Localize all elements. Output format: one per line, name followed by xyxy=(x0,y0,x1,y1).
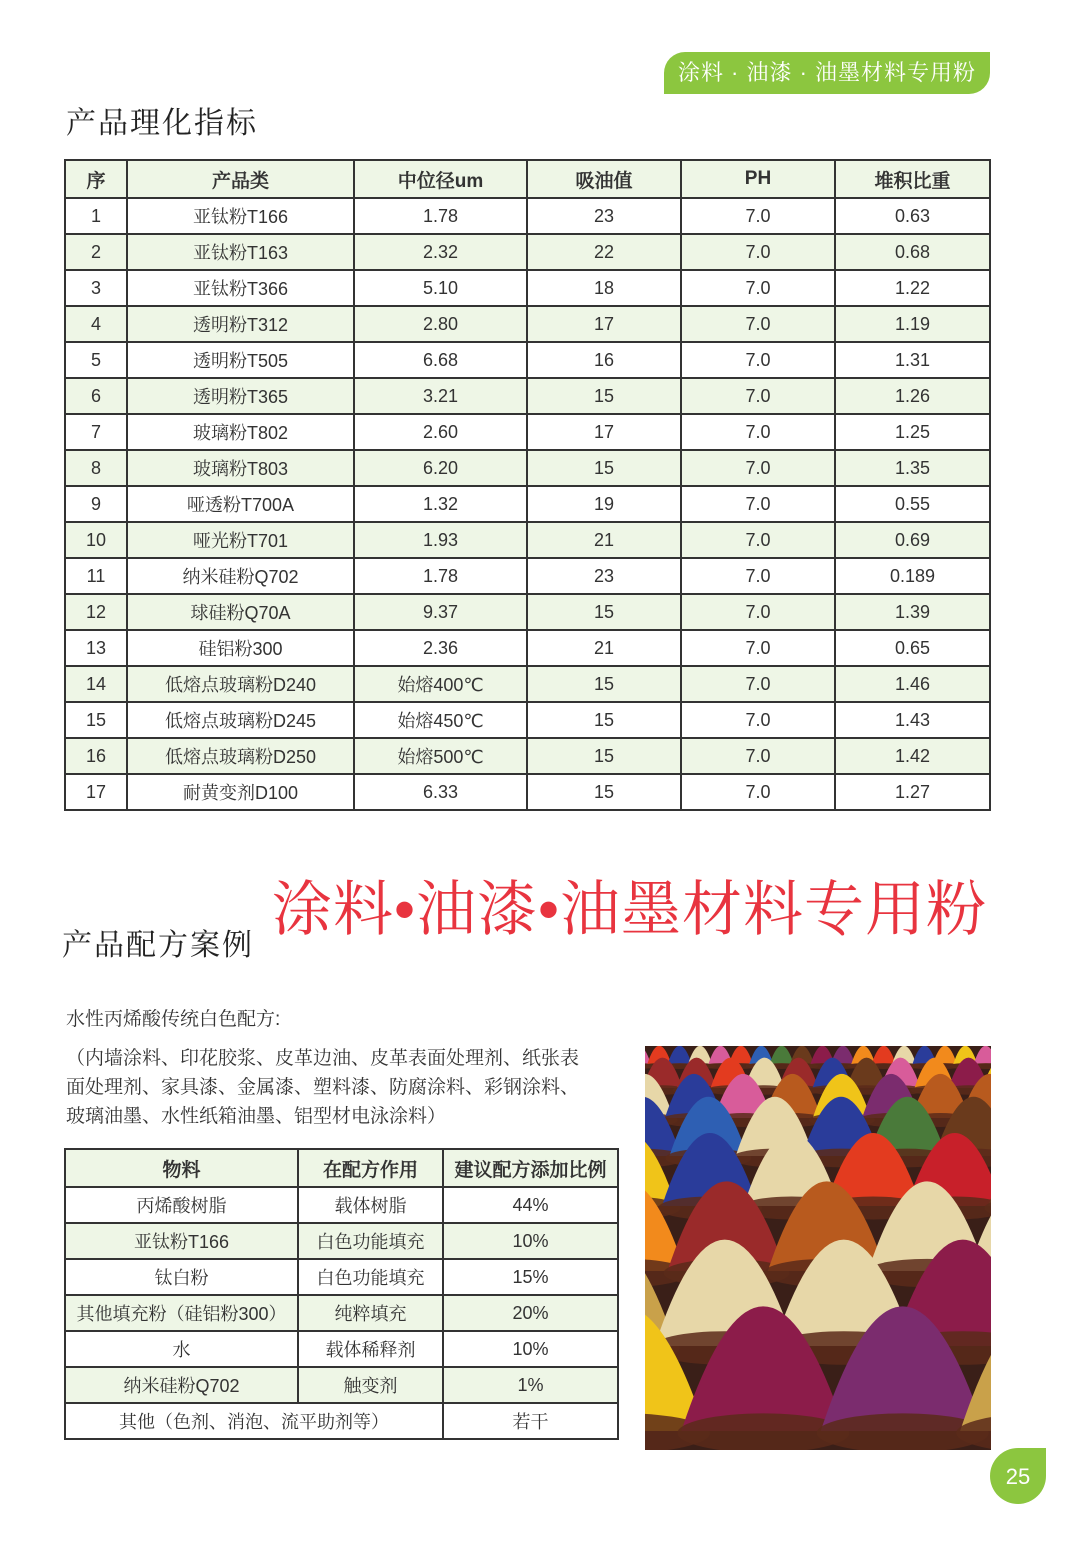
spec-table-header-row xyxy=(65,160,990,198)
spec-cell: 23 xyxy=(527,198,681,234)
spec-cell: 亚钛粉T163 xyxy=(127,234,354,270)
formula-cell: 白色功能填充 xyxy=(298,1259,443,1295)
spec-header-cell: 中位径um xyxy=(354,160,527,198)
spec-cell: 2.36 xyxy=(354,630,527,666)
spec-cell: 2.80 xyxy=(354,306,527,342)
header-category-tag: 涂料 · 油漆 · 油墨材料专用粉 xyxy=(664,52,990,94)
spec-cell: 15 xyxy=(527,594,681,630)
spec-cell: 0.65 xyxy=(835,630,990,666)
spec-table xyxy=(64,159,991,811)
formula-cell: 水 xyxy=(65,1331,298,1367)
formula-table xyxy=(64,1148,619,1440)
spec-cell: 7.0 xyxy=(681,522,835,558)
spec-cell: 1.43 xyxy=(835,702,990,738)
formula-table-row xyxy=(65,1259,618,1295)
spec-cell: 1.39 xyxy=(835,594,990,630)
page-number: 25 xyxy=(990,1448,1046,1504)
spec-cell: 透明粉T365 xyxy=(127,378,354,414)
spec-cell: 硅铝粉300 xyxy=(127,630,354,666)
formula-table-row xyxy=(65,1223,618,1259)
spec-cell: 始熔450℃ xyxy=(354,702,527,738)
spec-cell: 7.0 xyxy=(681,594,835,630)
formula-applications: （内墙涂料、印花胶浆、皮革边油、皮革表面处理剂、纸张表面处理剂、家具漆、金属漆、塑料漆、防腐涂料、彩钢涂料、玻璃油墨、水性纸箱油墨、铝型材电泳涂料） xyxy=(66,1048,580,1127)
spec-cell: 7.0 xyxy=(681,738,835,774)
formula-table-row xyxy=(65,1187,618,1223)
formula-table-row xyxy=(65,1403,618,1439)
formula-cell: 纳米硅粉Q702 xyxy=(65,1367,298,1403)
spec-header-cell: PH xyxy=(681,160,835,198)
formula-cell: 丙烯酸树脂 xyxy=(65,1187,298,1223)
spec-cell: 1.19 xyxy=(835,306,990,342)
section-title-formula: 产品配方案例 xyxy=(62,928,254,963)
spec-table-row xyxy=(65,702,990,738)
formula-cell: 钛白粉 xyxy=(65,1259,298,1295)
spec-cell: 17 xyxy=(65,774,127,810)
spec-cell: 球硅粉Q70A xyxy=(127,594,354,630)
spec-cell: 6 xyxy=(65,378,127,414)
spec-cell: 1.93 xyxy=(354,522,527,558)
spec-cell: 21 xyxy=(527,522,681,558)
spec-cell: 7 xyxy=(65,414,127,450)
spec-cell: 0.55 xyxy=(835,486,990,522)
spec-cell: 1 xyxy=(65,198,127,234)
spec-cell: 1.42 xyxy=(835,738,990,774)
spec-cell: 16 xyxy=(65,738,127,774)
spec-cell: 7.0 xyxy=(681,486,835,522)
spec-cell: 15 xyxy=(527,666,681,702)
spec-cell: 7.0 xyxy=(681,234,835,270)
spec-cell: 亚钛粉T366 xyxy=(127,270,354,306)
spec-cell: 0.68 xyxy=(835,234,990,270)
spec-cell: 7.0 xyxy=(681,630,835,666)
formula-table-row xyxy=(65,1295,618,1331)
formula-cell: 白色功能填充 xyxy=(298,1223,443,1259)
spec-cell: 15 xyxy=(527,774,681,810)
formula-cell: 载体树脂 xyxy=(298,1187,443,1223)
spec-cell: 17 xyxy=(527,414,681,450)
spec-cell: 1.78 xyxy=(354,198,527,234)
spec-cell: 5 xyxy=(65,342,127,378)
spec-table-row xyxy=(65,666,990,702)
spec-cell: 22 xyxy=(527,234,681,270)
spec-cell: 低熔点玻璃粉D245 xyxy=(127,702,354,738)
spec-cell: 1.25 xyxy=(835,414,990,450)
spec-cell: 7.0 xyxy=(681,774,835,810)
spec-cell: 7.0 xyxy=(681,414,835,450)
spec-cell: 7.0 xyxy=(681,558,835,594)
spec-cell: 始熔500℃ xyxy=(354,738,527,774)
spec-cell: 15 xyxy=(527,378,681,414)
spec-cell: 9 xyxy=(65,486,127,522)
spec-cell: 低熔点玻璃粉D250 xyxy=(127,738,354,774)
formula-cell: 若干 xyxy=(443,1403,618,1439)
formula-cell: 纯粹填充 xyxy=(298,1295,443,1331)
spec-cell: 7.0 xyxy=(681,450,835,486)
formula-table-header-row xyxy=(65,1149,618,1187)
spec-table-row xyxy=(65,270,990,306)
spec-cell: 21 xyxy=(527,630,681,666)
spec-table-row xyxy=(65,594,990,630)
spec-cell: 15 xyxy=(527,702,681,738)
formula-cell: 1% xyxy=(443,1367,618,1403)
spec-cell: 17 xyxy=(527,306,681,342)
spec-cell: 0.63 xyxy=(835,198,990,234)
spec-cell: 1.32 xyxy=(354,486,527,522)
spec-table-row xyxy=(65,414,990,450)
formula-header-cell: 在配方作用 xyxy=(298,1149,443,1187)
spec-cell: 哑透粉T700A xyxy=(127,486,354,522)
spec-cell: 19 xyxy=(527,486,681,522)
spec-cell: 8 xyxy=(65,450,127,486)
formula-cell: 10% xyxy=(443,1223,618,1259)
formula-cell: 15% xyxy=(443,1259,618,1295)
formula-cell: 10% xyxy=(443,1331,618,1367)
spec-table-row xyxy=(65,738,990,774)
section-title-specs: 产品理化指标 xyxy=(66,106,258,141)
spec-cell: 15 xyxy=(65,702,127,738)
spec-cell: 4 xyxy=(65,306,127,342)
formula-cell: 20% xyxy=(443,1295,618,1331)
spec-cell: 15 xyxy=(527,738,681,774)
spec-cell: 1.26 xyxy=(835,378,990,414)
spec-cell: 1.27 xyxy=(835,774,990,810)
spec-table-row xyxy=(65,774,990,810)
spec-cell: 2.32 xyxy=(354,234,527,270)
spec-cell: 1.22 xyxy=(835,270,990,306)
spec-cell: 低熔点玻璃粉D240 xyxy=(127,666,354,702)
spec-cell: 1.46 xyxy=(835,666,990,702)
spec-cell: 亚钛粉T166 xyxy=(127,198,354,234)
spec-table-row xyxy=(65,342,990,378)
spec-cell: 7.0 xyxy=(681,198,835,234)
spec-header-cell: 吸油值 xyxy=(527,160,681,198)
formula-table-row xyxy=(65,1367,618,1403)
spec-cell: 1.35 xyxy=(835,450,990,486)
spec-cell: 0.69 xyxy=(835,522,990,558)
spec-cell: 7.0 xyxy=(681,342,835,378)
spec-cell: 6.20 xyxy=(354,450,527,486)
spec-cell: 11 xyxy=(65,558,127,594)
spec-cell: 3.21 xyxy=(354,378,527,414)
formula-cell: 触变剂 xyxy=(298,1367,443,1403)
formula-title: 水性丙烯酸传统白色配方: xyxy=(66,1009,281,1030)
spec-cell: 透明粉T312 xyxy=(127,306,354,342)
category-banner: 涂料•油漆•油墨材料专用粉 xyxy=(272,876,988,943)
spec-cell: 7.0 xyxy=(681,666,835,702)
formula-cell: 其他（色剂、消泡、流平助剂等） xyxy=(65,1403,443,1439)
spec-table-row xyxy=(65,558,990,594)
spec-table-row xyxy=(65,522,990,558)
spec-cell: 18 xyxy=(527,270,681,306)
spec-table-row xyxy=(65,198,990,234)
spec-cell: 23 xyxy=(527,558,681,594)
spec-table-row xyxy=(65,234,990,270)
spec-cell: 7.0 xyxy=(681,306,835,342)
spec-table-row xyxy=(65,486,990,522)
spec-cell: 耐黄变剂D100 xyxy=(127,774,354,810)
spec-cell: 透明粉T505 xyxy=(127,342,354,378)
formula-header-cell: 建议配方添加比例 xyxy=(443,1149,618,1187)
spec-cell: 纳米硅粉Q702 xyxy=(127,558,354,594)
spec-cell: 玻璃粉T802 xyxy=(127,414,354,450)
spec-cell: 2 xyxy=(65,234,127,270)
formula-cell: 载体稀释剂 xyxy=(298,1331,443,1367)
spec-cell: 16 xyxy=(527,342,681,378)
spec-cell: 7.0 xyxy=(681,270,835,306)
spec-header-cell: 产品类 xyxy=(127,160,354,198)
formula-cell: 其他填充粉（硅铝粉300） xyxy=(65,1295,298,1331)
spec-header-cell: 序 xyxy=(65,160,127,198)
spec-cell: 1.31 xyxy=(835,342,990,378)
spec-cell: 6.68 xyxy=(354,342,527,378)
spec-table-row xyxy=(65,306,990,342)
spec-cell: 7.0 xyxy=(681,702,835,738)
formula-table-row xyxy=(65,1331,618,1367)
spec-cell: 14 xyxy=(65,666,127,702)
spec-cell: 哑光粉T701 xyxy=(127,522,354,558)
spec-table-row xyxy=(65,630,990,666)
spec-cell: 13 xyxy=(65,630,127,666)
spec-cell: 12 xyxy=(65,594,127,630)
spec-cell: 5.10 xyxy=(354,270,527,306)
spec-cell: 始熔400℃ xyxy=(354,666,527,702)
spec-cell: 10 xyxy=(65,522,127,558)
spec-table-row xyxy=(65,378,990,414)
spec-cell: 6.33 xyxy=(354,774,527,810)
spec-cell: 1.78 xyxy=(354,558,527,594)
spec-cell: 3 xyxy=(65,270,127,306)
spec-cell: 玻璃粉T803 xyxy=(127,450,354,486)
spec-table-row xyxy=(65,450,990,486)
pigment-powder-photo xyxy=(645,1046,991,1450)
spec-cell: 9.37 xyxy=(354,594,527,630)
spec-cell: 0.189 xyxy=(835,558,990,594)
spec-cell: 15 xyxy=(527,450,681,486)
formula-cell: 44% xyxy=(443,1187,618,1223)
formula-header-cell: 物料 xyxy=(65,1149,298,1187)
spec-cell: 2.60 xyxy=(354,414,527,450)
spec-cell: 7.0 xyxy=(681,378,835,414)
spec-header-cell: 堆积比重 xyxy=(835,160,990,198)
formula-cell: 亚钛粉T166 xyxy=(65,1223,298,1259)
